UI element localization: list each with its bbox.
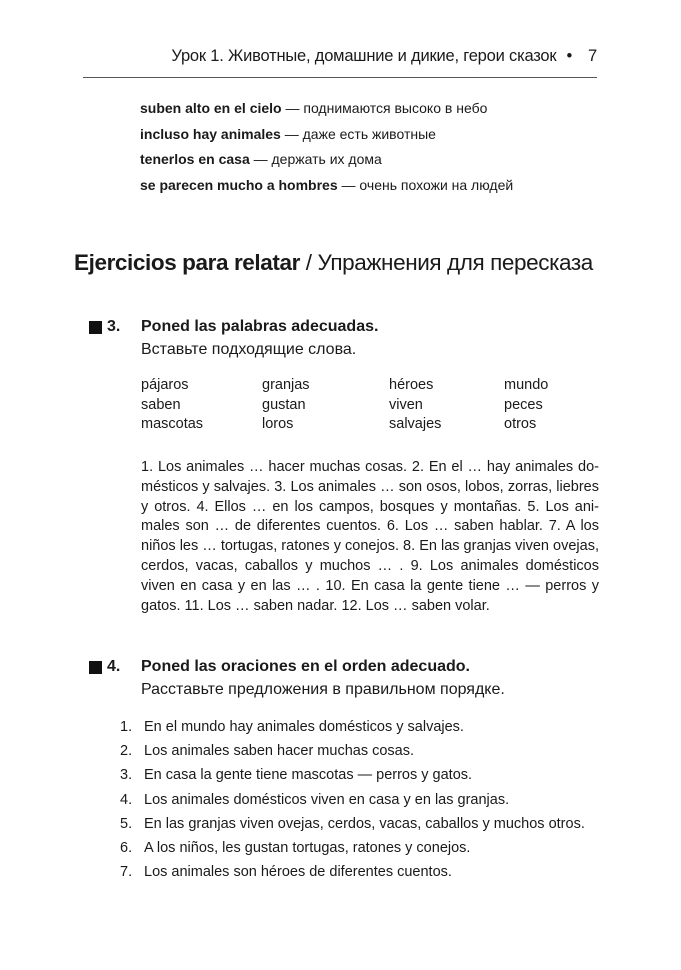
word-bank: [141, 376, 581, 435]
item-text: En el mundo hay animales domésticos y salvajes.: [144, 719, 464, 735]
section-title-es: Ejercicios para relatar: [74, 250, 300, 275]
item-text: Los animales saben hacer muchas cosas.: [144, 743, 415, 760]
word-bank-word: salvajes: [389, 416, 442, 432]
vocab-es: se parecen mucho a hombres: [140, 176, 338, 193]
vocab-ru: — поднимаются высоко в небо: [281, 100, 488, 116]
vocab-item: [140, 96, 513, 122]
page-number: 7: [588, 47, 597, 65]
fill-in-paragraph: 1. Los animales … hacer muchas cosas. 2. En el … hay animales domésticos y salvajes. 3. Los animales … son osos, lobos, zorras, liebres y otros. 4. Ellos … en los campos, bosques y montañas. 5. Los animales son … de diferentes cuentos. 6. Los … saben hablar. 7. A los niños les … tortugas, ratones y conejos. 8. En las granjas viven ovejas, cerdos, vacas, caballos y muchos … . 9. Los animales domésticos viven en casa y en las … . 10. En casa la gente tiene … — perros y gatos. 11. Los … saben nadar. 12. Los … saben volar.: [141, 459, 599, 614]
list-item: [120, 836, 585, 860]
list-item: [120, 812, 585, 836]
item-text: Los animales domésticos viven en casa y en las granjas.: [144, 791, 510, 808]
list-item: [120, 788, 585, 812]
item-number: 6.: [120, 840, 133, 857]
word-bank-word: mascotas: [141, 416, 204, 432]
exercise-title-ru: Расставьте предложения в правильном порядке.: [141, 681, 505, 698]
exercise-title-es: Poned las palabras adecuadas.: [141, 318, 379, 335]
header-title: Урок 1. Животные, домашние и дикие, герои сказок: [171, 47, 557, 65]
header-bullet: •: [566, 47, 573, 65]
word-bank-word: héroes: [389, 377, 434, 393]
list-item: [120, 739, 585, 763]
list-item: [120, 860, 585, 884]
exercise-number: 3.: [107, 318, 121, 335]
section-title-ru: Упражнения для пересказа: [317, 250, 593, 275]
item-text: A los niños, les gustan tortugas, ratones y conejos.: [144, 840, 471, 857]
vocab-item: [140, 147, 513, 173]
word-bank-word: pájaros: [141, 377, 189, 393]
item-number: 5.: [120, 815, 133, 832]
vocab-es: incluso hay animales: [140, 125, 281, 142]
section-heading: [74, 250, 593, 276]
list-item: [120, 763, 585, 787]
word-bank-word: loros: [262, 416, 294, 432]
item-number: 2.: [120, 743, 133, 760]
word-bank-word: viven: [389, 396, 423, 413]
item-number: 7.: [120, 864, 133, 881]
item-number: 1.: [120, 719, 133, 735]
section-separator: /: [299, 250, 318, 275]
word-bank-word: peces: [504, 396, 543, 413]
sentence-list: [120, 715, 585, 884]
item-number: 4.: [120, 791, 133, 808]
item-number: 3.: [120, 767, 133, 784]
exercise-number: 4.: [107, 658, 121, 675]
vocab-ru: — даже есть животные: [280, 125, 436, 142]
vocab-item: [140, 122, 513, 148]
vocab-es: tenerlos en casa: [140, 151, 250, 167]
word-bank-word: granjas: [262, 377, 310, 393]
item-text: Los animales son héroes de diferentes cuentos.: [144, 864, 452, 881]
square-bullet-icon: [89, 661, 102, 674]
word-bank-word: otros: [504, 416, 537, 432]
item-text: En casa la gente tiene mascotas — perros y gatos.: [144, 767, 473, 784]
list-item: [120, 715, 585, 739]
vocab-item: [140, 173, 513, 199]
exercise-title-es: Poned las oraciones en el orden adecuado.: [141, 658, 470, 675]
word-bank-word: saben: [141, 396, 181, 413]
running-header: [171, 47, 597, 66]
exercise-title-ru: Вставьте подходящие слова.: [141, 341, 357, 358]
vocab-ru: — очень похожи на людей: [337, 176, 514, 193]
vocabulary-list: [140, 96, 513, 198]
vocab-ru: — держать их дома: [249, 151, 382, 167]
word-bank-word: gustan: [262, 396, 306, 413]
header-divider: [83, 77, 597, 78]
square-bullet-icon: [89, 321, 102, 334]
item-text: En las granjas viven ovejas, cerdos, vacas, caballos y muchos otros.: [144, 815, 585, 832]
word-bank-word: mundo: [504, 377, 549, 393]
vocab-es: suben alto en el cielo: [140, 100, 282, 116]
